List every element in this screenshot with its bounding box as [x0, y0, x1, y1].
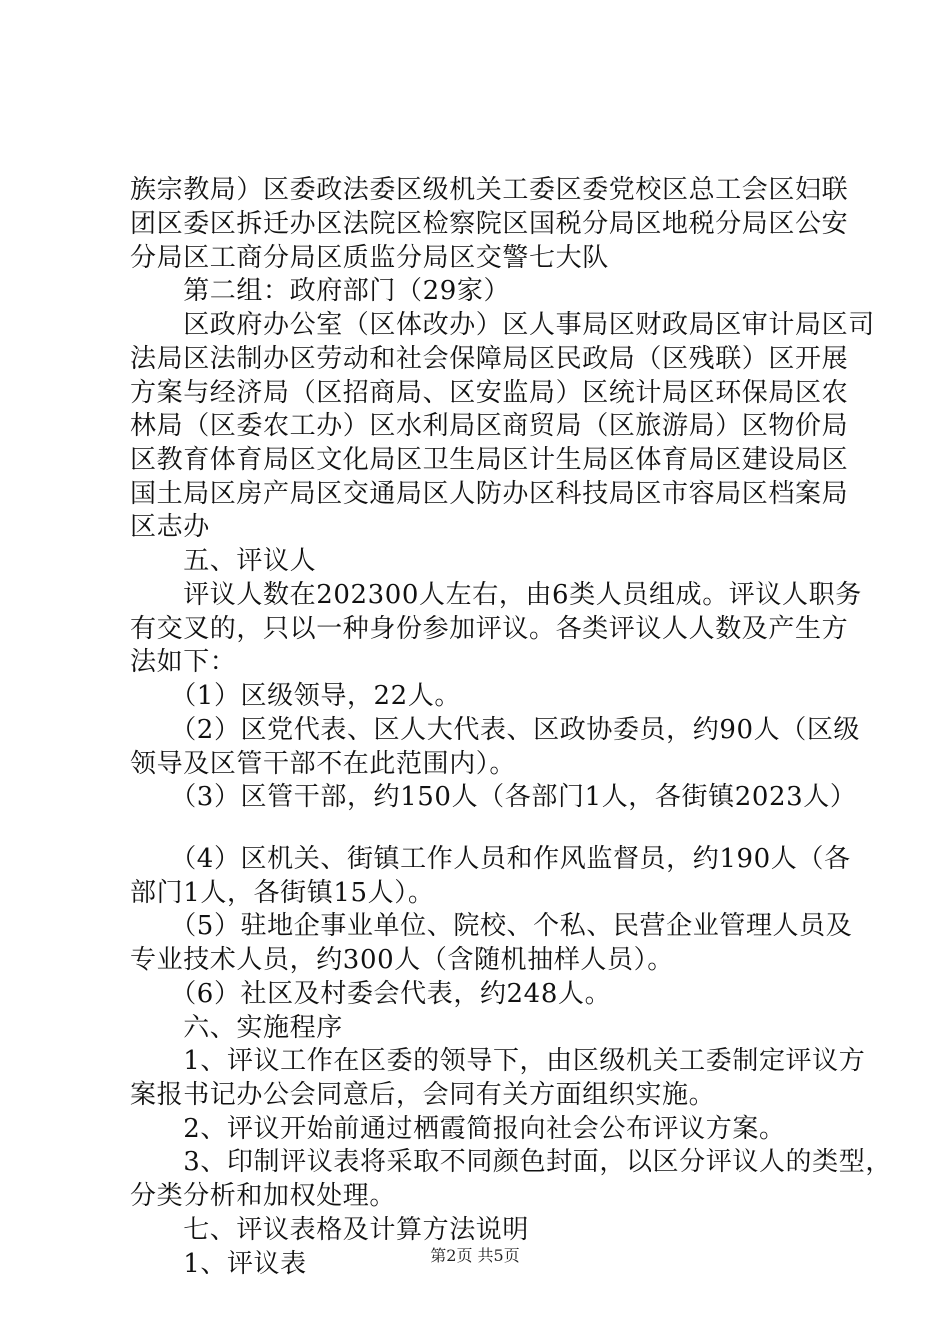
text-line: 部门1人，各街镇15人）。: [130, 878, 435, 908]
text-line: 区志办: [130, 512, 210, 542]
list-item: 1、评议表: [130, 1249, 307, 1279]
list-item: （2）区党代表、区人大代表、区政协委员，约90人（区级: [130, 715, 861, 745]
list-item: 2、评议开始前通过栖霞简报向社会公布评议方案。: [130, 1114, 786, 1144]
list-item: （3）区管干部，约150人（各部门1人，各街镇2023人）: [130, 782, 857, 812]
text-line: 分类分析和加权处理。: [130, 1181, 397, 1211]
list-item: 1、评议工作在区委的领导下，由区级机关工委制定评议方: [130, 1046, 866, 1076]
list-item: 3、印制评议表将采取不同颜色封面，以区分评议人的类型，: [130, 1147, 892, 1177]
section-heading: 五、评议人: [130, 546, 317, 576]
list-item: （6）社区及村委会代表，约248人。: [130, 979, 612, 1009]
text-line: 专业技术人员，约300人（含随机抽样人员）。: [130, 945, 674, 975]
list-item: （5）驻地企事业单位、院校、个私、民营企业管理人员及: [130, 911, 853, 941]
text-line: 评议人数在202300人左右，由6类人员组成。评议人职务: [130, 580, 862, 610]
list-item: （4）区机关、街镇工作人员和作风监督员，约190人（各: [130, 844, 851, 874]
text-line: 族宗教局）区委政法委区级机关工委区委党校区总工会区妇联: [130, 175, 849, 205]
text-line: 分局区工商分局区质监分局区交警七大队: [130, 243, 609, 273]
text-line: 案报书记办公会同意后，会同有关方面组织实施。: [130, 1080, 716, 1110]
section-heading: 七、评议表格及计算方法说明: [130, 1215, 530, 1245]
text-line: 林局（区委农工办）区水利局区商贸局（区旅游局）区物价局: [130, 411, 849, 441]
text-line: 方案与经济局（区招商局、区安监局）区统计局区环保局区农: [130, 378, 849, 408]
text-line: 区政府办公室（区体改办）区人事局区财政局区审计局区司: [130, 310, 875, 340]
text-line: 有交叉的，只以一种身份参加评议。各类评议人人数及产生方: [130, 614, 849, 644]
text-line: 领导及区管干部不在此范围内）。: [130, 749, 517, 779]
text-line: 国土局区房产局区交通局区人防办区科技局区市容局区档案局: [130, 479, 849, 509]
section-heading: 第二组：政府部门（29家）: [130, 276, 511, 306]
section-heading: 六、实施程序: [130, 1013, 343, 1043]
text-line: 法局区法制办区劳动和社会保障局区民政局（区残联）区开展: [130, 344, 849, 374]
page-number: 第2页 共5页: [430, 1246, 520, 1265]
text-line: 法如下：: [130, 647, 237, 677]
text-line: 团区委区拆迁办区法院区检察院区国税分局区地税分局区公安: [130, 209, 849, 239]
list-item: （1）区级领导，22人。: [130, 681, 462, 711]
text-line: 区教育体育局区文化局区卫生局区计生局区体育局区建设局区: [130, 445, 849, 475]
